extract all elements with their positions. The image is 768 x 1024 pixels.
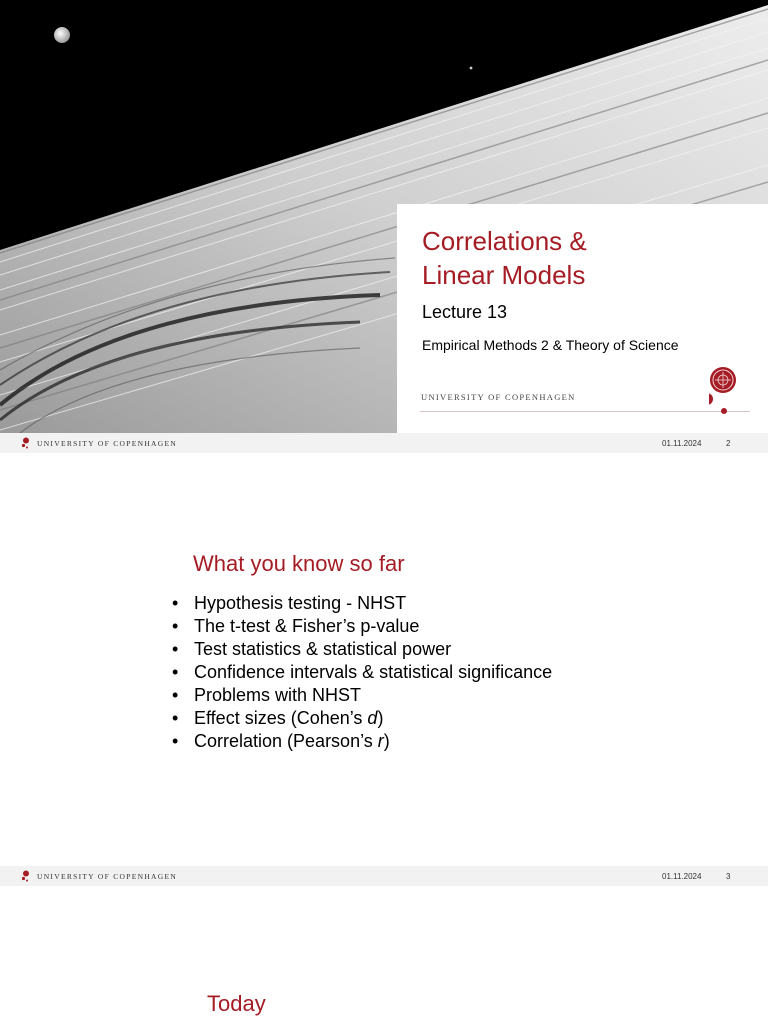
slide-3-footer bbox=[0, 866, 768, 887]
title-line-1: Correlations & bbox=[422, 226, 587, 256]
list-item: • Correlation (Pearson’s r) bbox=[172, 731, 390, 751]
university-wordmark: UNIVERSITY OF COPENHAGEN bbox=[421, 392, 576, 402]
bullet-icon: • bbox=[172, 708, 179, 728]
title-divider bbox=[420, 411, 750, 412]
footer-university: UNIVERSITY OF COPENHAGEN bbox=[37, 872, 178, 881]
list-item: • Test statistics & statistical power bbox=[172, 639, 452, 659]
title-panel bbox=[397, 204, 768, 433]
footer-date: 01.11.2024 bbox=[662, 439, 702, 448]
slide-title bbox=[422, 224, 587, 292]
slide-2-footer bbox=[0, 433, 768, 454]
course-name: Empirical Methods 2 & Theory of Science bbox=[422, 337, 679, 353]
list-item: • Problems with NHST bbox=[172, 685, 362, 705]
title-line-2: Linear Models bbox=[422, 260, 586, 290]
slide-heading: Today bbox=[207, 991, 266, 1016]
footer-university: UNIVERSITY OF COPENHAGEN bbox=[37, 439, 178, 448]
list-item: • Effect sizes (Cohen’s d) bbox=[172, 708, 384, 728]
slide-heading: What you know so far bbox=[193, 551, 405, 576]
list-item: • Confidence intervals & statistical significance bbox=[172, 662, 553, 682]
lecture-number: Lecture 13 bbox=[422, 302, 508, 322]
bullet-icon: • bbox=[172, 731, 179, 751]
content-slide bbox=[0, 886, 768, 1024]
bullet-icon: • bbox=[172, 685, 179, 705]
content-slide bbox=[0, 453, 768, 865]
list-item: • Hypothesis testing - NHST bbox=[172, 593, 407, 613]
bullet-list bbox=[172, 592, 552, 753]
footer-date: 01.11.2024 bbox=[662, 872, 702, 881]
bullet-icon: • bbox=[172, 616, 179, 636]
title-slide bbox=[0, 0, 768, 433]
bullet-icon: • bbox=[172, 639, 179, 659]
footer-page-number: 2 bbox=[726, 439, 731, 448]
university-logo-icon bbox=[20, 870, 34, 882]
university-seal-icon bbox=[709, 364, 745, 422]
bullet-icon: • bbox=[172, 593, 179, 613]
list-item: • The t-test & Fisher’s p-value bbox=[172, 616, 420, 636]
bullet-icon: • bbox=[172, 662, 179, 682]
university-logo-icon bbox=[20, 437, 34, 449]
footer-page-number: 3 bbox=[726, 872, 731, 881]
